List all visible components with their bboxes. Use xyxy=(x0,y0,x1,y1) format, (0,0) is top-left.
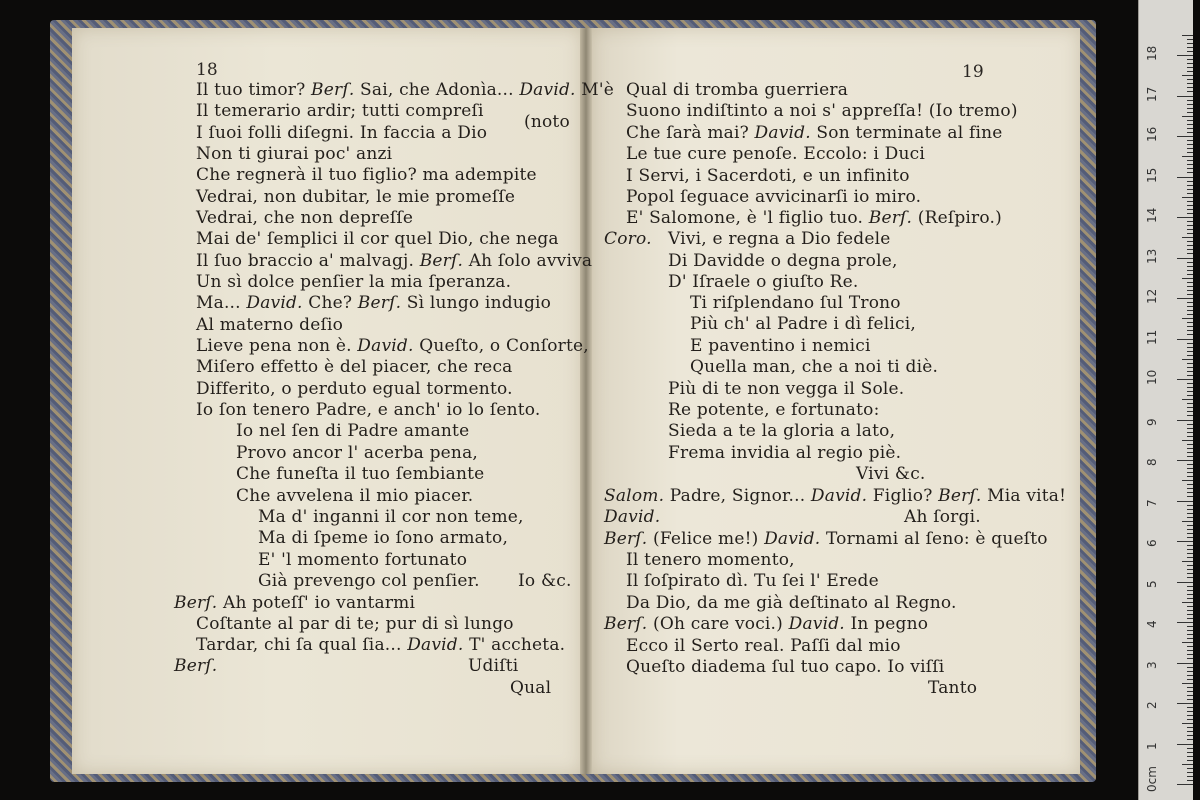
ruler-tick xyxy=(1187,488,1193,489)
ruler-tick xyxy=(1187,549,1193,550)
left-line: Al materno deſio xyxy=(196,315,344,335)
ruler-label: 15 xyxy=(1145,167,1159,183)
ruler-tick xyxy=(1182,440,1193,441)
ruler-tick xyxy=(1187,517,1193,518)
ruler-tick xyxy=(1187,448,1193,449)
ruler-tick xyxy=(1187,752,1193,753)
right-line: Le tue cure penoſe. Eccolo: i Duci xyxy=(626,144,926,164)
ruler-tick xyxy=(1187,67,1193,68)
ruler-tick xyxy=(1182,602,1193,603)
ruler-tick xyxy=(1187,679,1193,680)
ruler-label: 14 xyxy=(1145,207,1159,223)
ruler-label: 16 xyxy=(1145,126,1159,142)
ruler-tick xyxy=(1187,351,1193,352)
right-line: Frema invidia al regio piè. xyxy=(668,443,902,463)
ruler-label: 13 xyxy=(1145,248,1159,264)
ruler-tick xyxy=(1187,403,1193,404)
right-line: Da Dio, da me già deſtinato al Regno. xyxy=(626,593,957,613)
ruler-tick xyxy=(1177,663,1193,664)
ruler-tick xyxy=(1187,553,1193,554)
ruler-tick xyxy=(1187,124,1193,125)
ruler-tick xyxy=(1187,128,1193,129)
right-line: Popol ſeguace avvicinarſi io miro. xyxy=(626,187,922,207)
ruler-tick xyxy=(1177,541,1193,542)
ruler-tick xyxy=(1187,91,1193,92)
ruler-tick xyxy=(1187,614,1193,615)
ruler-tick xyxy=(1187,241,1193,242)
ruler-tick xyxy=(1187,407,1193,408)
ruler-tick xyxy=(1182,480,1193,481)
ruler-tick xyxy=(1187,274,1193,275)
ruler-tick xyxy=(1187,468,1193,469)
right-line: Sieda a te la gloria a lato, xyxy=(668,421,896,441)
ruler-tick xyxy=(1187,245,1193,246)
right-line: Vivi, e regna a Dio fedele xyxy=(668,229,891,249)
right-line: Queſto diadema ſul tuo capo. Io viſſi xyxy=(626,657,945,677)
book-gutter xyxy=(580,28,592,774)
ruler-tick xyxy=(1187,108,1193,109)
left-line: Ma di ſpeme io ſono armato, xyxy=(258,528,509,548)
right-line: Che ſarà mai? David. Son terminate al fine xyxy=(626,123,1003,143)
left-line: Mai de' ſemplici il cor quel Dio, che nega xyxy=(196,229,559,249)
ruler-tick xyxy=(1187,87,1193,88)
ruler-tick xyxy=(1187,59,1193,60)
ruler-tick xyxy=(1187,314,1193,315)
ruler-tick xyxy=(1187,294,1193,295)
ruler-tick xyxy=(1187,464,1193,465)
ruler-tick xyxy=(1187,282,1193,283)
ruler-tick xyxy=(1187,343,1193,344)
ruler-label: 9 xyxy=(1145,417,1159,426)
ruler-tick xyxy=(1187,47,1193,48)
right-line: E' Salomone, è 'l figlio tuo. Berſ. (Reſpiro.) xyxy=(626,208,1002,228)
ruler-tick xyxy=(1187,748,1193,749)
ruler-tick xyxy=(1187,355,1193,356)
left-line: Io &c. xyxy=(518,571,572,591)
left-line: Già prevengo col penſier. xyxy=(258,571,480,591)
ruler-tick xyxy=(1187,671,1193,672)
ruler-tick xyxy=(1187,505,1193,506)
ruler-tick xyxy=(1187,618,1193,619)
ruler-tick xyxy=(1187,634,1193,635)
ruler-label: 8 xyxy=(1145,458,1159,466)
ruler-tick xyxy=(1177,136,1193,137)
ruler-tick xyxy=(1187,545,1193,546)
ruler-label: 5 xyxy=(1145,579,1159,588)
ruler-tick xyxy=(1177,460,1193,461)
ruler-label: 12 xyxy=(1145,288,1159,304)
left-line: E' 'l momento fortunato xyxy=(258,550,468,570)
ruler-tick xyxy=(1177,96,1193,97)
ruler-tick xyxy=(1187,185,1193,186)
right-line: Re potente, e fortunato: xyxy=(668,400,880,420)
ruler-tick xyxy=(1187,221,1193,222)
ruler-tick xyxy=(1187,71,1193,72)
ruler-tick xyxy=(1187,424,1193,425)
ruler-tick xyxy=(1187,51,1193,52)
ruler-tick xyxy=(1187,573,1193,574)
ruler-tick xyxy=(1187,452,1193,453)
ruler-tick xyxy=(1182,399,1193,400)
ruler-tick xyxy=(1187,306,1193,307)
right-line: Suono indiſtinto a noi s' appreſſa! (Io tremo) xyxy=(626,101,1018,121)
right-line: Quella man, che a noi ti diè. xyxy=(690,357,939,377)
ruler-tick xyxy=(1182,237,1193,238)
right-line: Coro. xyxy=(604,229,652,249)
ruler-tick xyxy=(1182,35,1193,36)
ruler-tick xyxy=(1187,695,1193,696)
left-line: (noto xyxy=(524,112,570,132)
ruler-tick xyxy=(1187,529,1193,530)
ruler-tick xyxy=(1187,112,1193,113)
right-line: Ah ſorgi. xyxy=(904,507,981,527)
ruler-tick xyxy=(1177,177,1193,178)
left-line: Io ſon tenero Padre, e anch' io lo ſento. xyxy=(196,400,541,420)
right-line: Tanto xyxy=(928,678,978,698)
ruler-tick xyxy=(1177,622,1193,623)
ruler-tick xyxy=(1187,120,1193,121)
ruler-tick xyxy=(1187,565,1193,566)
right-line: Vivi &c. xyxy=(856,464,926,484)
ruler-tick xyxy=(1187,415,1193,416)
ruler-tick xyxy=(1187,270,1193,271)
ruler-tick xyxy=(1182,116,1193,117)
right-line: I Servi, i Sacerdoti, e un infinito xyxy=(626,166,910,186)
ruler-tick xyxy=(1187,43,1193,44)
left-line: Ma... David. Che? Berſ. Sì lungo indugio xyxy=(196,293,552,313)
ruler-tick xyxy=(1187,172,1193,173)
ruler-tick xyxy=(1187,715,1193,716)
ruler-tick xyxy=(1187,347,1193,348)
ruler-tick xyxy=(1182,723,1193,724)
right-line: Ecco il Serto real. Paſſi dal mio xyxy=(626,636,901,656)
left-line: Il temerario ardir; tutti compreſi xyxy=(196,101,484,121)
ruler-label: 7 xyxy=(1145,498,1159,507)
ruler-tick xyxy=(1177,420,1193,421)
ruler-label: 2 xyxy=(1145,701,1159,709)
ruler-tick xyxy=(1187,168,1193,169)
ruler-tick xyxy=(1187,630,1193,631)
ruler-tick xyxy=(1187,727,1193,728)
ruler-tick xyxy=(1187,79,1193,80)
ruler-tick xyxy=(1182,764,1193,765)
left-line: Qual xyxy=(510,678,552,698)
ruler-tick xyxy=(1187,444,1193,445)
ruler-tick xyxy=(1182,278,1193,279)
left-line: Coſtante al par di te; pur di sì lungo xyxy=(196,614,514,634)
ruler-tick xyxy=(1187,290,1193,291)
ruler-tick xyxy=(1187,428,1193,429)
ruler-tick xyxy=(1182,359,1193,360)
ruler-tick xyxy=(1177,379,1193,380)
ruler-tick xyxy=(1187,768,1193,769)
ruler-tick xyxy=(1187,610,1193,611)
ruler-tick xyxy=(1187,675,1193,676)
ruler-tick xyxy=(1187,100,1193,101)
ruler-tick xyxy=(1187,776,1193,777)
ruler-tick xyxy=(1177,784,1193,785)
ruler-tick xyxy=(1177,703,1193,704)
ruler-tick xyxy=(1177,339,1193,340)
ruler-tick xyxy=(1187,484,1193,485)
right-line: Più ch' al Padre i dì felici, xyxy=(690,314,916,334)
ruler-tick xyxy=(1177,501,1193,502)
right-line: Ti riſplendano ſul Trono xyxy=(690,293,901,313)
ruler-tick xyxy=(1187,432,1193,433)
ruler-tick xyxy=(1182,642,1193,643)
ruler-tick xyxy=(1177,217,1193,218)
ruler-tick xyxy=(1187,375,1193,376)
left-line: Vedrai, che non depreſſe xyxy=(196,208,414,228)
ruler-tick xyxy=(1187,152,1193,153)
ruler-tick xyxy=(1187,699,1193,700)
ruler-label: 17 xyxy=(1145,86,1159,102)
ruler-tick xyxy=(1187,691,1193,692)
ruler-tick xyxy=(1187,456,1193,457)
measuring-ruler xyxy=(1138,0,1193,800)
ruler-tick xyxy=(1187,383,1193,384)
left-line: Differito, o perduto egual tormento. xyxy=(196,379,513,399)
right-line: Il ſoſpirato dì. Tu ſei l' Erede xyxy=(626,571,879,591)
left-line: Un sì dolce penſier la mia ſperanza. xyxy=(196,272,512,292)
ruler-tick xyxy=(1182,318,1193,319)
ruler-tick xyxy=(1187,367,1193,368)
ruler-label: 6 xyxy=(1145,539,1159,547)
ruler-tick xyxy=(1177,258,1193,259)
ruler-tick xyxy=(1187,302,1193,303)
ruler-tick xyxy=(1187,606,1193,607)
ruler-label: 18 xyxy=(1145,45,1159,61)
ruler-label: 10 xyxy=(1145,369,1159,385)
right-line: Il tenero momento, xyxy=(626,550,795,570)
left-line: Tardar, chi ſa qual ſia... David. T' accheta. xyxy=(196,635,566,655)
ruler-tick xyxy=(1187,229,1193,230)
ruler-tick xyxy=(1187,189,1193,190)
ruler-tick xyxy=(1187,262,1193,263)
left-line: Che funeſta il tuo ſembiante xyxy=(236,464,485,484)
left-line: Che avvelena il mio piacer. xyxy=(236,486,474,506)
right-line: David. xyxy=(604,507,661,527)
ruler-tick xyxy=(1187,233,1193,234)
ruler-tick xyxy=(1187,164,1193,165)
right-page-number: 19 xyxy=(962,62,984,82)
ruler-tick xyxy=(1187,249,1193,250)
ruler-tick xyxy=(1187,756,1193,757)
right-line: Più di te non vegga il Sole. xyxy=(668,379,905,399)
left-line: Berſ. xyxy=(174,656,218,676)
ruler-tick xyxy=(1187,140,1193,141)
ruler-tick xyxy=(1187,205,1193,206)
right-line: Salom. Padre, Signor... David. Figlio? Berſ. Mia vita! xyxy=(604,486,1067,506)
ruler-tick xyxy=(1187,731,1193,732)
ruler-tick xyxy=(1187,148,1193,149)
ruler-tick xyxy=(1187,594,1193,595)
ruler-tick xyxy=(1187,330,1193,331)
left-line: Io nel ſen di Padre amante xyxy=(236,421,470,441)
ruler-tick xyxy=(1187,760,1193,761)
ruler-tick xyxy=(1187,626,1193,627)
ruler-tick xyxy=(1187,326,1193,327)
ruler-tick xyxy=(1187,735,1193,736)
ruler-tick xyxy=(1187,650,1193,651)
ruler-tick xyxy=(1177,744,1193,745)
ruler-tick xyxy=(1177,298,1193,299)
ruler-tick xyxy=(1187,371,1193,372)
ruler-tick xyxy=(1187,687,1193,688)
right-line: Berſ. (Felice me!) David. Tornami al ſeno: è queſto xyxy=(604,529,1048,549)
ruler-tick xyxy=(1187,646,1193,647)
ruler-tick xyxy=(1187,472,1193,473)
ruler-tick xyxy=(1187,132,1193,133)
ruler-tick xyxy=(1187,780,1193,781)
ruler-tick xyxy=(1187,667,1193,668)
ruler-tick xyxy=(1187,253,1193,254)
ruler-tick xyxy=(1187,496,1193,497)
ruler-label: 4 xyxy=(1145,620,1159,628)
ruler-tick xyxy=(1187,513,1193,514)
ruler-label: 0cm xyxy=(1145,766,1159,792)
ruler-tick xyxy=(1187,387,1193,388)
ruler-tick xyxy=(1187,411,1193,412)
ruler-tick xyxy=(1187,395,1193,396)
left-line: Berſ. Ah poteſſ' io vantarmi xyxy=(174,593,416,613)
ruler-tick xyxy=(1187,322,1193,323)
ruler-tick xyxy=(1187,181,1193,182)
ruler-tick xyxy=(1187,476,1193,477)
ruler-tick xyxy=(1177,55,1193,56)
ruler-tick xyxy=(1187,334,1193,335)
right-line: E paventino i nemici xyxy=(690,336,871,356)
ruler-tick xyxy=(1187,711,1193,712)
ruler-tick xyxy=(1187,654,1193,655)
ruler-tick xyxy=(1187,569,1193,570)
ruler-tick xyxy=(1187,63,1193,64)
ruler-tick xyxy=(1187,525,1193,526)
ruler-tick xyxy=(1187,391,1193,392)
ruler-tick xyxy=(1187,144,1193,145)
ruler-tick xyxy=(1182,156,1193,157)
left-line: Vedrai, non dubitar, le mie promeſſe xyxy=(196,187,516,207)
ruler-tick xyxy=(1187,719,1193,720)
ruler-tick xyxy=(1187,209,1193,210)
ruler-label: 3 xyxy=(1145,660,1159,669)
ruler-tick xyxy=(1187,213,1193,214)
ruler-tick xyxy=(1187,201,1193,202)
ruler-tick xyxy=(1187,537,1193,538)
left-line: Ma d' inganni il cor non teme, xyxy=(258,507,524,527)
ruler-tick xyxy=(1187,104,1193,105)
ruler-label: 1 xyxy=(1145,741,1159,750)
ruler-tick xyxy=(1187,436,1193,437)
ruler-tick xyxy=(1187,509,1193,510)
ruler-tick xyxy=(1187,39,1193,40)
ruler-tick xyxy=(1187,638,1193,639)
ruler-tick xyxy=(1187,533,1193,534)
ruler-tick xyxy=(1182,683,1193,684)
ruler-tick xyxy=(1187,658,1193,659)
left-line: Udiſti xyxy=(468,656,519,676)
ruler-tick xyxy=(1187,193,1193,194)
ruler-tick xyxy=(1187,492,1193,493)
left-page-number: 18 xyxy=(196,60,218,80)
ruler-tick xyxy=(1187,577,1193,578)
ruler-tick xyxy=(1187,266,1193,267)
ruler-tick xyxy=(1177,582,1193,583)
left-line: Miſero effetto è del piacer, che reca xyxy=(196,357,513,377)
ruler-tick xyxy=(1187,160,1193,161)
right-line: Qual di tromba guerriera xyxy=(626,80,849,100)
right-line: Di Davidde o degna prole, xyxy=(668,251,898,271)
ruler-tick xyxy=(1187,586,1193,587)
ruler-tick xyxy=(1187,557,1193,558)
ruler-tick xyxy=(1187,83,1193,84)
left-line: Provo ancor l' acerba pena, xyxy=(236,443,479,463)
right-line: Berſ. (Oh care voci.) David. In pegno xyxy=(604,614,929,634)
ruler-tick xyxy=(1182,75,1193,76)
ruler-tick xyxy=(1187,286,1193,287)
ruler-tick xyxy=(1182,197,1193,198)
ruler-tick xyxy=(1182,521,1193,522)
ruler-label: 11 xyxy=(1145,329,1159,345)
right-line: D' Iſraele o giuſto Re. xyxy=(668,272,859,292)
ruler-tick xyxy=(1187,310,1193,311)
left-line: Che regnerà il tuo figlio? ma adempite xyxy=(196,165,537,185)
left-line: Lieve pena non è. David. Queſto, o Conſorte, xyxy=(196,336,589,356)
left-line: Non ti giurai poc' anzi xyxy=(196,144,393,164)
ruler-tick xyxy=(1187,598,1193,599)
ruler-tick xyxy=(1182,561,1193,562)
ruler-tick xyxy=(1187,772,1193,773)
left-line: Il ſuo braccio a' malvagj. Berſ. Ah ſolo avviva xyxy=(196,251,593,271)
ruler-tick xyxy=(1187,590,1193,591)
ruler-tick xyxy=(1187,363,1193,364)
ruler-tick xyxy=(1187,739,1193,740)
left-line: Il tuo timor? Berſ. Sai, che Adonìa... David. M'è xyxy=(196,80,614,100)
left-line: I ſuoi folli diſegni. In faccia a Dio xyxy=(196,123,488,143)
ruler-tick xyxy=(1187,225,1193,226)
ruler-tick xyxy=(1187,707,1193,708)
